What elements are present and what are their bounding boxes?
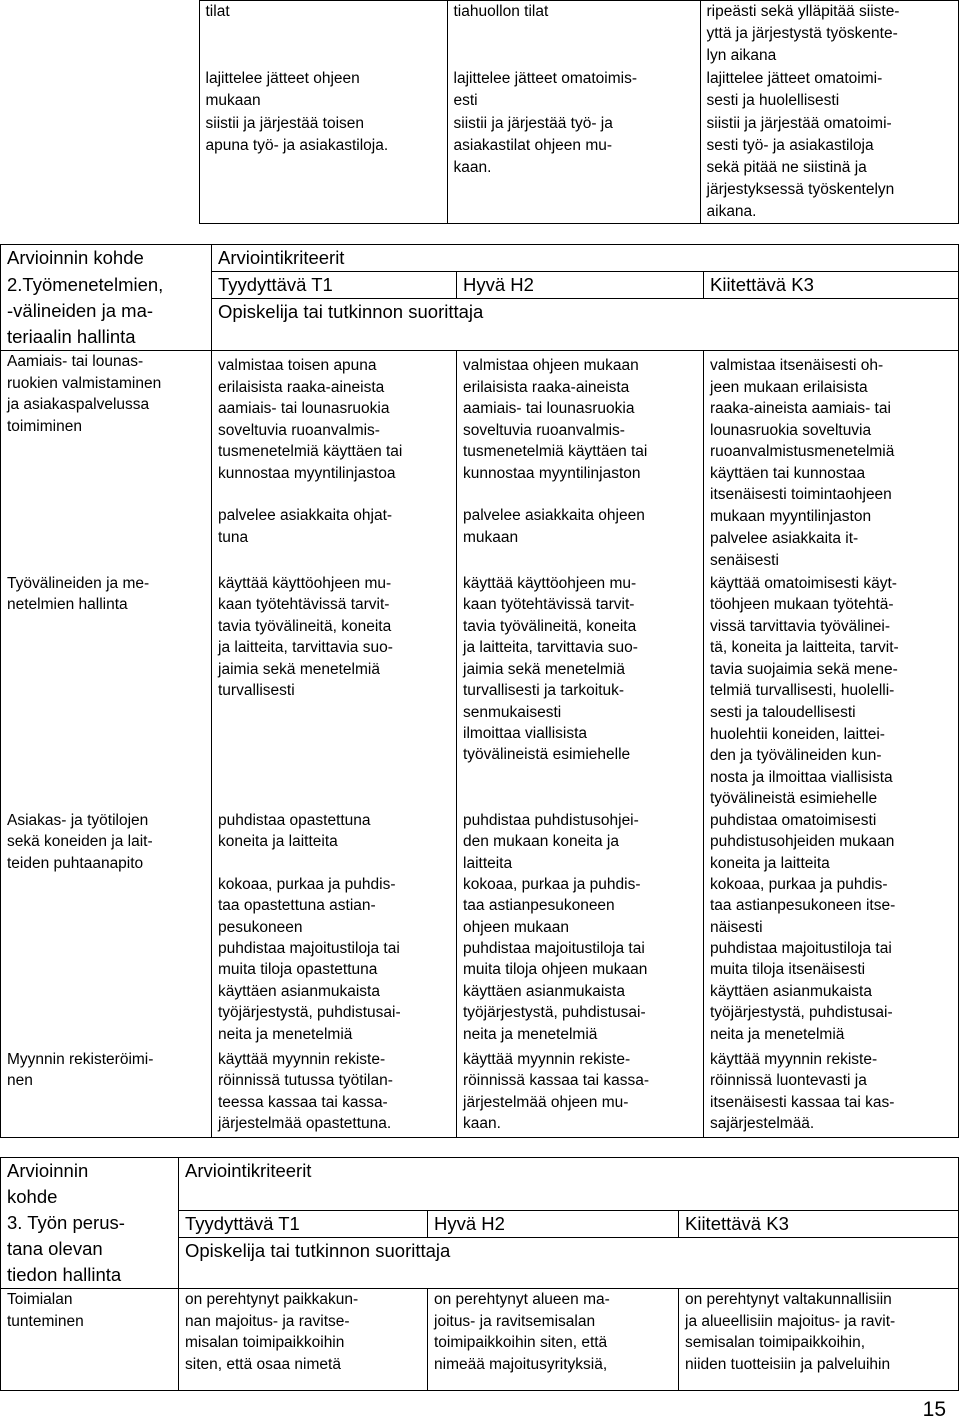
s3-level-h2: Hyvä H2: [428, 1210, 679, 1238]
s3-level-t1: Tyydyttävä T1: [179, 1210, 428, 1238]
s2-h2-cell: [457, 351, 704, 573]
s2-criterion: käyttää käyttöohjeen mu- kaan työtehtävissä tarvit- tavia työvälineitä, koneita ja laitteita, tarvittavia suo- jaimia sekä menetelmiä turvallisesti: [218, 574, 393, 699]
top-cell-k3: [700, 1, 958, 68]
s2-section-title: 2.Työmenetelmien, -välineiden ja ma- teriaalin hallinta: [1, 272, 212, 351]
top-row1-h2: tiahuollon tilat: [453, 3, 549, 20]
s2-criterion: valmistaa itsenäisesti oh- jeen mukaan erilaisista raaka-aineista aamiais- tai lounasruokia soveltuvia ruoanvalmistusmenetelmiä käyttäen tai kunnostaa itsenäisesti toimintaohjeen mukaan myyntilinjaston: [710, 357, 895, 525]
s3-k3-cell: on perehtynyt valtakunnallisiin ja alueellisiin majoitus- ja ravit- semisalan toimipaikkoihin, niiden tuotteisiin ja palveluihin: [679, 1289, 959, 1391]
s2-k3-cell: [704, 351, 959, 573]
s2-group-label: Aamiais- tai lounas- ruokien valmistaminen ja asiakaspalvelussa toimiminen: [1, 351, 212, 573]
s2-group-label: Työvälineiden ja me- netelmien hallinta: [1, 573, 212, 810]
top-cell-h2: [447, 1, 700, 68]
s2-criterion: käyttää myynnin rekiste- röinnissä kassaa tai kassa- järjestelmää ohjeen mu- kaan.: [463, 1050, 650, 1132]
top-row2-k3: lajittelee jätteet omatoimi- sesti ja huolellisesti: [706, 69, 883, 109]
s2-performer: Opiskelija tai tutkinnon suorittaja: [212, 299, 959, 351]
section3-table: [0, 1157, 959, 1391]
s2-criterion: käyttää omatoimisesti käyt- töohjeen mukaan työtehtä- vissä tarvittavia työvälinei- tä, koneita ja laitteita, tarvit- tavia suojaimia sekä mene- telmiä turvallisesti, huolelli- sesti ja taloudellisesti: [710, 574, 899, 721]
top-spacer: [0, 1, 199, 68]
top-row1-t1: tilat: [205, 3, 230, 20]
s3-t1-cell: on perehtynyt paikkakun- nan majoitus- ja ravitse- misalan toimipaikkoihin siten, että osaa nimetä: [179, 1289, 428, 1391]
s2-level-t1: Tyydyttävä T1: [212, 272, 457, 299]
s2-criterion: kokoaa, purkaa ja puhdis- taa astianpesukoneen ohjeen mukaan: [463, 875, 641, 936]
top-criteria-table: [0, 0, 959, 224]
s2-header-kriteerit: Arviointikriteerit: [212, 245, 959, 272]
s3-level-k3: Kiitettävä K3: [679, 1210, 959, 1238]
s2-criterion: puhdistaa puhdistusohjei- den mukaan koneita ja laitteita: [463, 811, 639, 872]
s2-header-kohde: Arvioinnin kohde: [1, 245, 212, 272]
s2-criterion: käyttää käyttöohjeen mu- kaan työtehtävissä tarvit- tavia työvälineitä, koneita ja laitteita, tarvittavia suo- jaimia sekä menetelmiä turvallisesti ja tarkoituk- senmukaisesti: [463, 574, 638, 721]
s3-section-title: 3. Työn perus- tana olevan tiedon hallinta: [1, 1210, 179, 1289]
s2-criterion: käyttää myynnin rekiste- röinnissä tutussa työtilan- teessa kassaa tai kassa- järjestelmää opastettuna.: [218, 1050, 393, 1132]
s2-t1-cell: [212, 810, 457, 1049]
s2-k3-cell: [704, 810, 959, 1049]
s2-criterion: puhdistaa majoitustiloja tai muita tiloja opastettuna käyttäen asianmukaista työjärjestystä, puhdistusai- neita ja menetelmiä: [218, 939, 401, 1043]
s2-h2-cell: [457, 810, 704, 1049]
s2-h2-cell: [457, 573, 704, 810]
s2-criterion: ilmoittaa viallisista työvälineistä esimiehelle: [463, 724, 631, 763]
s2-criterion: palvelee asiakkaita ohjat- tuna: [218, 507, 393, 546]
s2-criterion: huolehtii koneiden, laittei- den ja työvälineiden kun- nosta ja ilmoittaa viallisista työvälineistä esimiehelle: [710, 725, 893, 807]
s2-criterion: puhdistaa opastettuna koneita ja laitteita: [218, 811, 371, 850]
top-row3-t1: siistii ja järjestää toisen apuna työ- ja asiakastiloja.: [205, 114, 389, 154]
s2-group-label: Myynnin rekisteröimi- nen: [1, 1049, 212, 1138]
s2-k3-cell: [704, 1049, 959, 1138]
s3-row-label: Toimialan tunteminen: [1, 1289, 179, 1391]
top-cell-t1: [199, 1, 447, 68]
top-row3-k3: siistii ja järjestää omatoimi- sesti työ- ja asiakastiloja sekä pitää ne siistinä ja järjestyksessä työskentelyn aikana.: [706, 114, 895, 220]
top-row3-h2: siistii ja järjestää työ- ja asiakastilat ohjeen mu- kaan.: [453, 114, 613, 176]
s3-header-kohde: Arvioinnin kohde: [1, 1158, 179, 1211]
top-row2-t1: lajittelee jätteet ohjeen mukaan: [205, 69, 360, 109]
s2-t1-cell: [212, 573, 457, 810]
page-number: 15: [922, 1398, 946, 1421]
s2-level-k3: Kiitettävä K3: [704, 272, 959, 299]
s3-h2-cell: on perehtynyt alueen ma- joitus- ja ravitsemisalan toimipaikkoihin siten, että nimeää majoitusyrityksiä,: [428, 1289, 679, 1391]
s2-criterion: palvelee asiakkaita ohjeen mukaan: [463, 507, 645, 546]
s2-k3-cell: [704, 573, 959, 810]
s2-t1-cell: [212, 1049, 457, 1138]
s2-criterion: käyttää myynnin rekiste- röinnissä luontevasti ja itsenäisesti kassaa tai kas- sajärjestelmää.: [710, 1050, 895, 1132]
s2-group-label: Asiakas- ja työtilojen sekä koneiden ja lait- teiden puhtaanapito: [1, 810, 212, 1049]
section2-table: [0, 244, 959, 1138]
s2-level-h2: Hyvä H2: [457, 272, 704, 299]
s3-performer: Opiskelija tai tutkinnon suorittaja: [179, 1238, 959, 1289]
s2-criterion: palvelee asiakkaita it- senäisesti: [710, 530, 859, 569]
s3-header-kriteerit: Arviointikriteerit: [179, 1158, 959, 1211]
s2-criterion: puhdistaa omatoimisesti puhdistusohjeiden mukaan koneita ja laitteita: [710, 811, 895, 872]
s2-criterion: valmistaa toisen apuna erilaisista raaka-aineista aamiais- tai lounasruokia soveltuvia ruoanvalmis- tusmenetelmiä käyttäen tai kunnostaa myyntilinjastoa: [218, 357, 403, 482]
s2-criterion: puhdistaa majoitustiloja tai muita tiloja ohjeen mukaan käyttäen asianmukaista työjärjestystä, puhdistusai- neita ja menetelmiä: [463, 939, 648, 1043]
top-row1-k3: ripeästi sekä ylläpitää siiste- yttä ja järjestystä työskente- lyn aikana: [706, 3, 900, 64]
s2-criterion: kokoaa, purkaa ja puhdis- taa opastettuna astian- pesukoneen: [218, 875, 396, 936]
top-row2-h2: lajittelee jätteet omatoimis- esti: [453, 69, 637, 109]
s2-criterion: kokoaa, purkaa ja puhdis- taa astianpesukoneen itse- näisesti: [710, 875, 896, 936]
s2-h2-cell: [457, 1049, 704, 1138]
s2-criterion: puhdistaa majoitustiloja tai muita tiloja itsenäisesti käyttäen asianmukaista työjärjestystä, puhdistusai- neita ja menetelmiä: [710, 939, 893, 1043]
s2-t1-cell: [212, 351, 457, 573]
s2-criterion: valmistaa ohjeen mukaan erilaisista raaka-aineista aamiais- tai lounasruokia soveltuvia ruoanvalmis- tusmenetelmiä käyttäen tai kunnostaa myyntilinjaston: [463, 357, 648, 482]
